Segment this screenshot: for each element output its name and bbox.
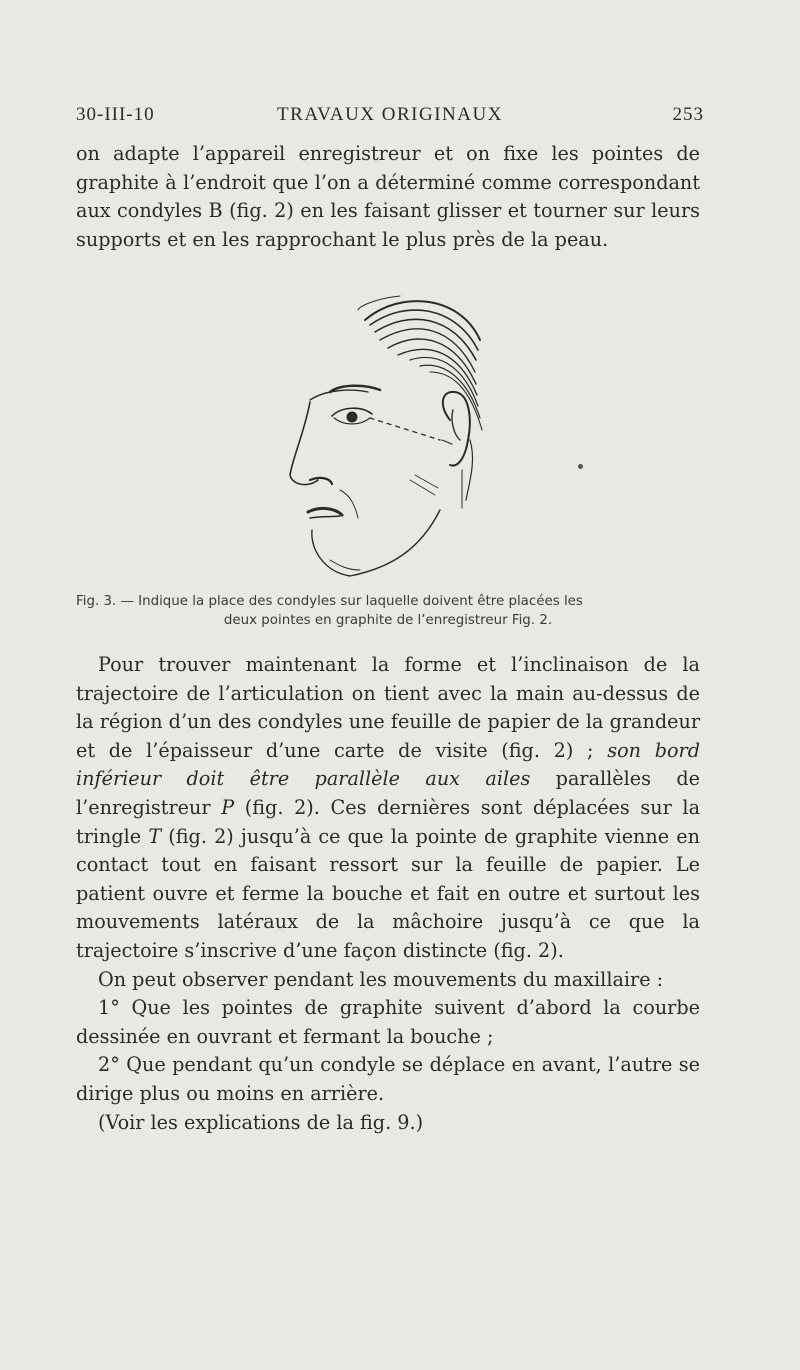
text-run: parallèles de l’enregistreur <box>76 767 700 819</box>
face-profile-illustration <box>270 280 510 580</box>
paragraph-point-2: 2° Que pendant qu’un condyle se déplace en avant, l’autre se dirige plus ou moins en arrière. <box>76 1053 700 1105</box>
paragraph-reference: (Voir les explications de la fig. 9.) <box>98 1110 424 1134</box>
running-header <box>76 104 704 130</box>
intro-paragraph: on adapte l’appareil enregistreur et on fixe les pointes de graphite à l’endroit que l’on a déterminé comme correspondant aux condyles B (fig. 2) en les faisant glisser et tourner sur leurs supports et en les rapprochant le plus près de la peau. <box>76 142 700 251</box>
italic-letter-t: T <box>148 824 162 848</box>
figure-caption <box>76 592 700 630</box>
caption-line-2: deux pointes en graphite de l’enregistreur Fig. 2. <box>223 613 553 628</box>
main-text <box>76 651 700 1137</box>
text-run: Pour trouver maintenant la forme et l’inclinaison de la trajectoire de l’articulation on tient avec la main au-dessus de la région d’un des condyles une feuille de papier de la grandeur et de l’épaisseur d’une carte de visite (fig. 2) ; <box>76 653 700 762</box>
header-title: TRAVAUX ORIGINAUX <box>277 104 503 125</box>
text-run: (fig. 2). Ces dernières sont déplacées sur la tringle <box>76 795 701 848</box>
print-speck <box>578 464 583 469</box>
italic-text: son bord inférieur doit être parallèle aux ailes <box>76 738 700 791</box>
paragraph-trajectory <box>76 651 700 966</box>
text-run: (fig. 2) jusqu’à ce que la pointe de graphite vienne en contact tout en faisant ressort sur la feuille de papier. Le patient ouvre et ferme la bouche et fait en outre et surtout les mouvements latéraux de la mâchoire jusqu’à ce que la trajectoire s’inscrive d’une façon distincte (fig. 2). <box>76 824 700 962</box>
page-number: 253 <box>672 104 704 125</box>
paragraph-observation: On peut observer pendant les mouvements du maxillaire : <box>98 967 664 991</box>
italic-letter-p: P <box>221 795 235 819</box>
paragraph-point-1: 1° Que les pointes de graphite suivent d’abord la courbe dessinée en ouvrant et fermant la bouche ; <box>76 996 700 1048</box>
caption-line-1: Fig. 3. — Indique la place des condyles sur laquelle doivent être placées les <box>76 594 583 609</box>
header-date: 30-III-10 <box>76 104 155 125</box>
